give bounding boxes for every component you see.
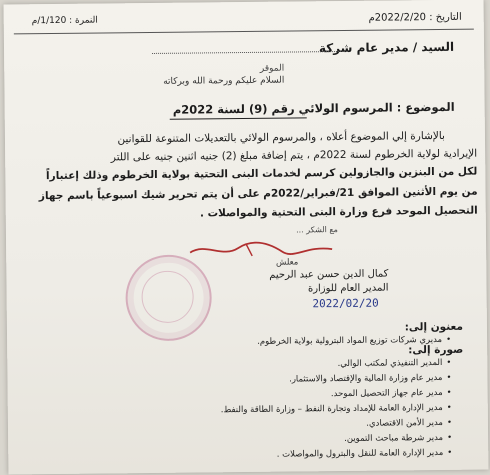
body-line: لكل من البنزين والجازولين كرسم لخدمات البنى التحتية بولاية الخرطوم وذلك إعتباراً: [45, 165, 478, 183]
cc-item: • مدير الأمن الاقتصادي.: [366, 418, 452, 429]
addressed-to-item: • مديري شركات توزيع المواد البترولية بولاية الخرطوم.: [257, 335, 451, 347]
header-divider: [14, 29, 474, 35]
reference-number: النمرة : 1/120/م: [31, 15, 98, 27]
official-stamp: [125, 254, 212, 341]
cc-item: • مدير الإدارة العامة للنقل والبترول والمواصلات .: [277, 448, 453, 460]
letter-date: التاريخ : 2022/2/20م: [368, 11, 462, 24]
signatory-title: المدير العام للوزارة: [307, 282, 389, 295]
signature-date: 2022/02/20: [312, 296, 379, 311]
body-line: من يوم الأثنين الموافق 21/فبراير/2022م على أن يتم تحرير شيك اسبوعياً باسم جهاز: [38, 185, 478, 203]
cc-item: • مدير عام جهاز التحصيل الموحد.: [331, 388, 452, 399]
signatory-name: كمال الدين حسن عبد الرحيم: [269, 268, 389, 281]
closing-text: مع الشكر ...: [295, 225, 338, 235]
subject-underline: [170, 117, 307, 119]
respect-word: الموقر: [259, 63, 285, 74]
body-line: التحصيل الموحد فرع وزارة البنى التحتية والمواصلات .: [199, 204, 478, 220]
letter-page: [4, 0, 489, 475]
handwritten-signature: [186, 237, 336, 261]
signature-label: معلش: [275, 257, 299, 268]
recipient-line: السيد / مدير عام شركة: [318, 39, 455, 56]
body-line: الإيرادية لولاية الخرطوم لسنة 2022م ، يتم إضافة مبلغ (2) جنيه اثنين جنيه على اللتر: [110, 147, 478, 164]
cc-item: • مدير شرطة مباحث التموين.: [344, 433, 452, 444]
addressed-to-heading: معنون إلى:: [404, 320, 464, 334]
recipient-dotted-line: [152, 51, 347, 54]
cc-item: • مدير عام وزارة المالية والإقتصاد والاستثمار.: [289, 373, 451, 385]
subject-line: الموضوع : المرسوم الولائي رقم (9) لسنة 2022م: [172, 99, 455, 117]
greeting: السلام عليكم ورحمة الله وبركاته: [163, 75, 285, 87]
cc-item: • مدير الإدارة العامة للإمداد وتجارة النفط – وزارة الطاقة والنفط.: [221, 403, 452, 415]
cc-item: • المدير التنفيذي لمكتب الوالي.: [338, 358, 452, 369]
cc-heading: صورة إلى:: [408, 343, 464, 357]
body-line: بالإشارة إلي الموضوع أعلاه ، والمرسوم الولائي بالتعديلات المتنوعة للقوانين: [117, 129, 446, 146]
